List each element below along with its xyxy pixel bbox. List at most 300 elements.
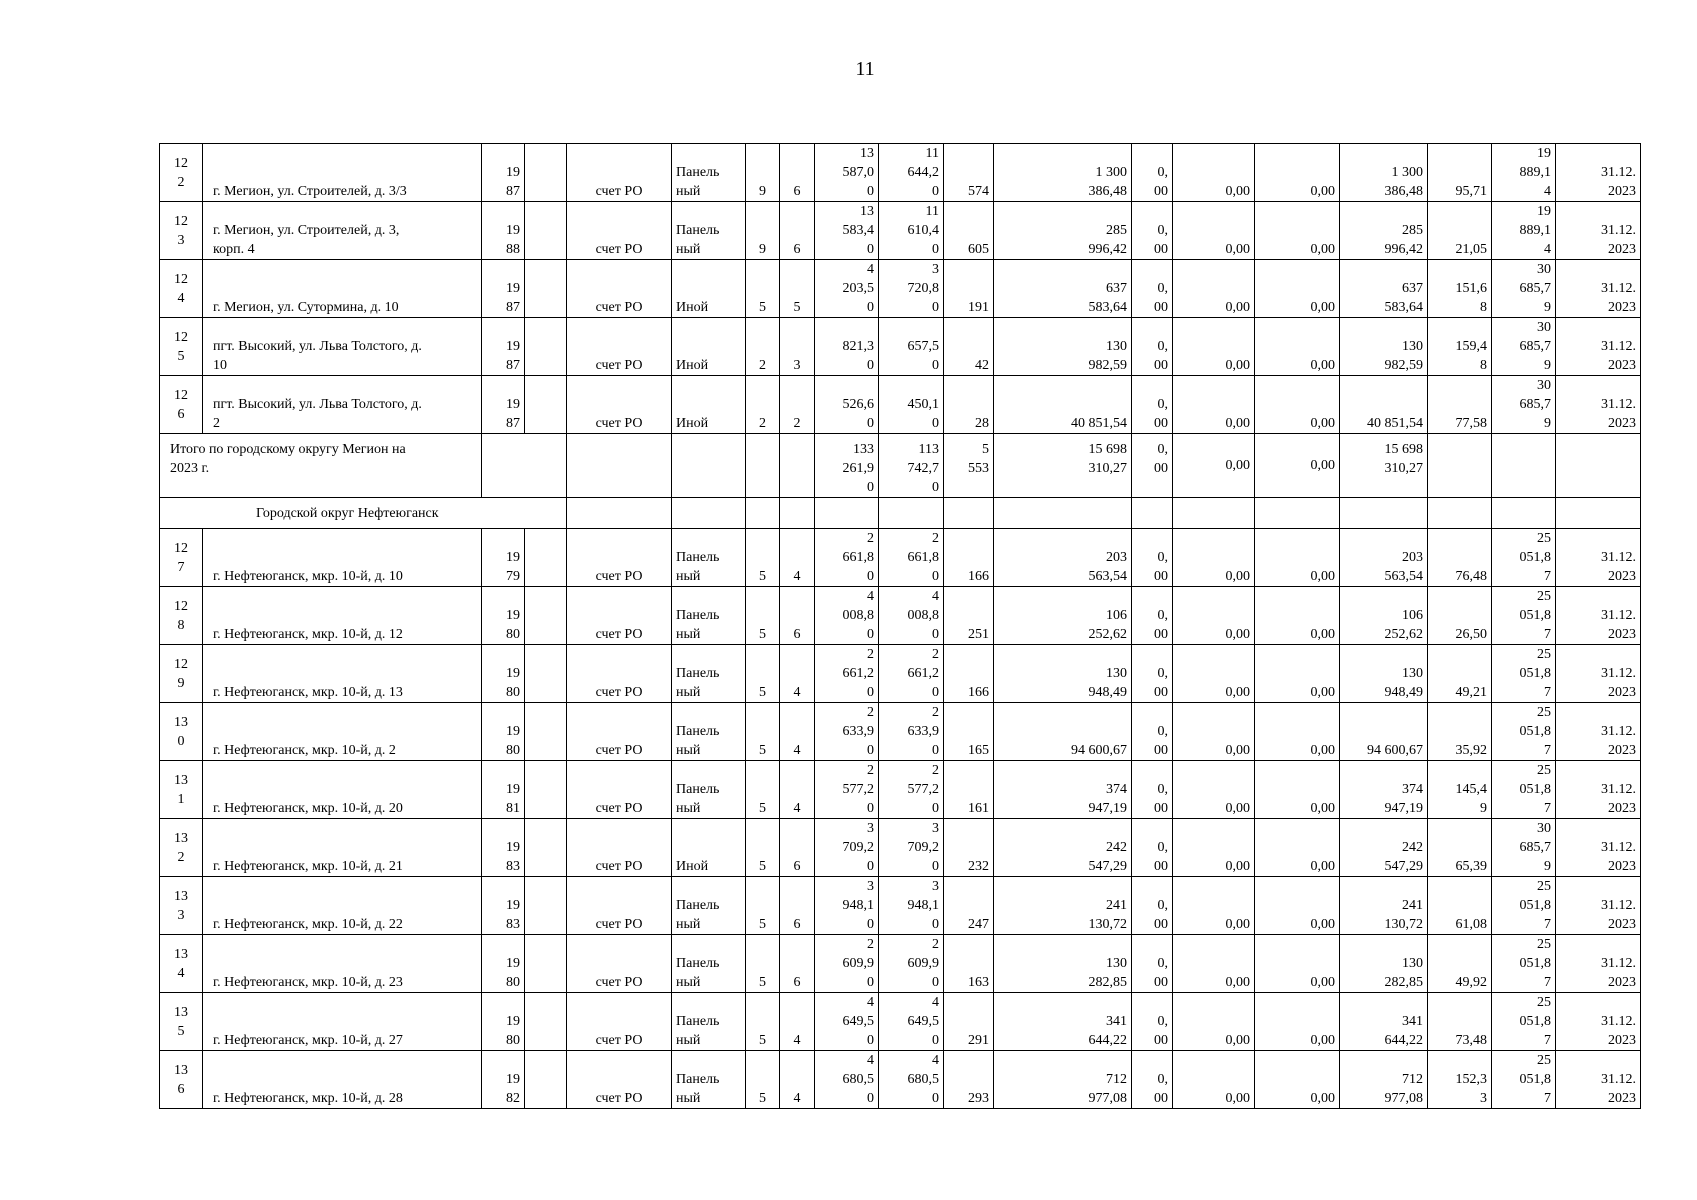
cell-total-area: 2 577,2 0 [815, 761, 879, 819]
cell-entrances: 4 [780, 1051, 815, 1109]
cell-fund-owners: 40 851,54 [1340, 376, 1428, 434]
cell-residents: 161 [944, 761, 994, 819]
cell-empty [525, 144, 567, 202]
cell-wall-material: Панель ный [672, 1051, 746, 1109]
cell-year: 19 87 [482, 144, 525, 202]
cell-limit-cost: 25 051,8 7 [1492, 935, 1556, 993]
cell-fund-budget2: 0,00 [1255, 376, 1340, 434]
cell-wall-material: Панель ный [672, 529, 746, 587]
cell-wall-material: Панель ный [672, 877, 746, 935]
cell-limit-cost: 25 051,8 7 [1492, 703, 1556, 761]
cell-total-area: 3 948,1 0 [815, 877, 879, 935]
cell-year: 19 82 [482, 1051, 525, 1109]
cell-wall-material: Панель ный [672, 587, 746, 645]
cell-empty [525, 1051, 567, 1109]
cell-living-area: 3 948,1 0 [879, 877, 944, 935]
cell-fund-budget1: 0,00 [1173, 529, 1255, 587]
cell-fund-owners: 341 644,22 [1340, 993, 1428, 1051]
cell-floors: 5 [746, 761, 780, 819]
subtotal-total-area: 133 261,9 0 [815, 434, 879, 498]
cell-row-number: 13 4 [160, 935, 203, 993]
section-header-row [160, 498, 1641, 529]
cell-row-number: 12 5 [160, 318, 203, 376]
cell-total-area: 13 583,4 0 [815, 202, 879, 260]
cell-fund-budget2: 0,00 [1255, 529, 1340, 587]
cell-fund-fss: 0, 00 [1132, 144, 1173, 202]
cell-cost-total: 94 600,67 [994, 703, 1132, 761]
cell-entrances: 6 [780, 819, 815, 877]
cell-residents: 166 [944, 645, 994, 703]
cell-floors: 5 [746, 1051, 780, 1109]
cell-total-area: 526,6 0 [815, 376, 879, 434]
cell-deadline: 31.12. 2023 [1556, 202, 1641, 260]
cell-total-area: 4 680,5 0 [815, 1051, 879, 1109]
table-row [160, 529, 1641, 587]
cell-empty [525, 202, 567, 260]
cell-fund-budget1: 0,00 [1173, 144, 1255, 202]
cell-deadline: 31.12. 2023 [1556, 703, 1641, 761]
cell-fund-fss: 0, 00 [1132, 703, 1173, 761]
cell-row-number: 13 6 [160, 1051, 203, 1109]
cell-cost-total: 1 300 386,48 [994, 144, 1132, 202]
subtotal-fund-budget1: 0,00 [1173, 434, 1255, 498]
table-row [160, 993, 1641, 1051]
cell-fund-owners: 637 583,64 [1340, 260, 1428, 318]
cell-year: 19 87 [482, 376, 525, 434]
cell-wall-material: Иной [672, 819, 746, 877]
cell-cost-total: 341 644,22 [994, 993, 1132, 1051]
cell-deadline: 31.12. 2023 [1556, 1051, 1641, 1109]
cell-total-area: 4 008,8 0 [815, 587, 879, 645]
page-number: 11 [855, 58, 875, 80]
cell-row-number: 12 3 [160, 202, 203, 260]
cell-fund-budget2: 0,00 [1255, 144, 1340, 202]
cell-cost-per-m2: 21,05 [1428, 202, 1492, 260]
cell-living-area: 2 577,2 0 [879, 761, 944, 819]
cell-residents: 166 [944, 529, 994, 587]
cell-empty [525, 877, 567, 935]
cell-entrances: 6 [780, 587, 815, 645]
cell-deadline: 31.12. 2023 [1556, 587, 1641, 645]
cell-fund-fss: 0, 00 [1132, 529, 1173, 587]
cell-residents: 28 [944, 376, 994, 434]
cell-entrances: 4 [780, 761, 815, 819]
cell-year: 19 87 [482, 318, 525, 376]
cell-entrances: 4 [780, 645, 815, 703]
cell-row-number: 13 5 [160, 993, 203, 1051]
subtotal-residents: 5 553 [944, 434, 994, 498]
cell-fund-owners: 374 947,19 [1340, 761, 1428, 819]
cell-wall-material: Иной [672, 376, 746, 434]
cell-wall-material: Иной [672, 318, 746, 376]
cell-fund-method: счет РО [567, 587, 672, 645]
cell-address: г. Нефтеюганск, мкр. 10-й, д. 23 [203, 935, 482, 993]
cell-cost-per-m2: 159,4 8 [1428, 318, 1492, 376]
cell-cost-total: 130 282,85 [994, 935, 1132, 993]
cell-fund-budget2: 0,00 [1255, 761, 1340, 819]
cell-fund-fss: 0, 00 [1132, 1051, 1173, 1109]
cell-living-area: 450,1 0 [879, 376, 944, 434]
cell-floors: 5 [746, 645, 780, 703]
cell-residents: 232 [944, 819, 994, 877]
cell-year: 19 83 [482, 877, 525, 935]
cell-fund-owners: 712 977,08 [1340, 1051, 1428, 1109]
cell-cost-total: 130 948,49 [994, 645, 1132, 703]
cell-row-number: 13 1 [160, 761, 203, 819]
cell-residents: 293 [944, 1051, 994, 1109]
cell-floors: 5 [746, 877, 780, 935]
cell-fund-owners: 241 130,72 [1340, 877, 1428, 935]
cell-residents: 251 [944, 587, 994, 645]
cell-floors: 5 [746, 587, 780, 645]
cell-residents: 42 [944, 318, 994, 376]
cell-limit-cost: 30 685,7 9 [1492, 376, 1556, 434]
cell-floors: 5 [746, 260, 780, 318]
cell-cost-total: 130 982,59 [994, 318, 1132, 376]
cell-fund-budget1: 0,00 [1173, 202, 1255, 260]
cell-address: г. Нефтеюганск, мкр. 10-й, д. 2 [203, 703, 482, 761]
cell-wall-material: Иной [672, 260, 746, 318]
cell-address: г. Мегион, ул. Строителей, д. 3/3 [203, 144, 482, 202]
subtotal-fund-owners: 15 698 310,27 [1340, 434, 1428, 498]
cell-fund-budget1: 0,00 [1173, 376, 1255, 434]
cell-cost-total: 203 563,54 [994, 529, 1132, 587]
cell-residents: 605 [944, 202, 994, 260]
cell-wall-material: Панель ный [672, 993, 746, 1051]
table-row [160, 260, 1641, 318]
cell-floors: 5 [746, 993, 780, 1051]
table-body-nefteyugansk [160, 529, 1641, 1109]
cell-cost-total: 712 977,08 [994, 1051, 1132, 1109]
cell-fund-owners: 285 996,42 [1340, 202, 1428, 260]
subtotal-label: Итого по городскому округу Мегион на 2023 г. [160, 434, 482, 498]
cell-cost-total: 106 252,62 [994, 587, 1132, 645]
cell-cost-total: 241 130,72 [994, 877, 1132, 935]
cell-residents: 574 [944, 144, 994, 202]
cell-limit-cost: 30 685,7 9 [1492, 318, 1556, 376]
cell-living-area: 4 008,8 0 [879, 587, 944, 645]
cell-cost-per-m2: 49,21 [1428, 645, 1492, 703]
subtotal-row [160, 434, 1641, 498]
cell-fund-owners: 203 563,54 [1340, 529, 1428, 587]
cell-fund-method: счет РО [567, 318, 672, 376]
cell-limit-cost: 25 051,8 7 [1492, 587, 1556, 645]
cell-fund-budget1: 0,00 [1173, 935, 1255, 993]
cell-fund-owners: 130 948,49 [1340, 645, 1428, 703]
cell-limit-cost: 25 051,8 7 [1492, 645, 1556, 703]
cell-entrances: 6 [780, 935, 815, 993]
cell-living-area: 3 720,8 0 [879, 260, 944, 318]
table-row [160, 144, 1641, 202]
cell-fund-budget2: 0,00 [1255, 318, 1340, 376]
cell-fund-budget2: 0,00 [1255, 260, 1340, 318]
cell-deadline: 31.12. 2023 [1556, 993, 1641, 1051]
cell-living-area: 4 649,5 0 [879, 993, 944, 1051]
cell-floors: 5 [746, 529, 780, 587]
cell-deadline: 31.12. 2023 [1556, 645, 1641, 703]
cell-fund-method: счет РО [567, 819, 672, 877]
cell-address: г. Мегион, ул. Сутормина, д. 10 [203, 260, 482, 318]
cell-cost-per-m2: 65,39 [1428, 819, 1492, 877]
cell-deadline: 31.12. 2023 [1556, 529, 1641, 587]
cell-living-area: 4 680,5 0 [879, 1051, 944, 1109]
cell-fund-method: счет РО [567, 935, 672, 993]
cell-address: г. Нефтеюганск, мкр. 10-й, д. 10 [203, 529, 482, 587]
cell-fund-fss: 0, 00 [1132, 587, 1173, 645]
cell-year: 19 83 [482, 819, 525, 877]
cell-limit-cost: 25 051,8 7 [1492, 529, 1556, 587]
cell-cost-per-m2: 95,71 [1428, 144, 1492, 202]
cell-fund-budget2: 0,00 [1255, 819, 1340, 877]
table-row [160, 587, 1641, 645]
cell-cost-per-m2: 77,58 [1428, 376, 1492, 434]
table-row [160, 202, 1641, 260]
table-row [160, 819, 1641, 877]
cell-fund-budget1: 0,00 [1173, 645, 1255, 703]
cell-limit-cost: 25 051,8 7 [1492, 993, 1556, 1051]
cell-living-area: 11 610,4 0 [879, 202, 944, 260]
cell-empty [525, 260, 567, 318]
cell-address: г. Нефтеюганск, мкр. 10-й, д. 21 [203, 819, 482, 877]
cell-empty [525, 703, 567, 761]
cell-address: г. Нефтеюганск, мкр. 10-й, д. 13 [203, 645, 482, 703]
cell-row-number: 12 9 [160, 645, 203, 703]
cell-total-area: 2 633,9 0 [815, 703, 879, 761]
cell-address: г. Нефтеюганск, мкр. 10-й, д. 28 [203, 1051, 482, 1109]
cell-fund-fss: 0, 00 [1132, 819, 1173, 877]
cell-fund-method: счет РО [567, 202, 672, 260]
cell-cost-total: 637 583,64 [994, 260, 1132, 318]
cell-fund-budget2: 0,00 [1255, 202, 1340, 260]
cell-fund-budget1: 0,00 [1173, 318, 1255, 376]
cell-living-area: 2 661,8 0 [879, 529, 944, 587]
cell-wall-material: Панель ный [672, 645, 746, 703]
cell-empty [525, 935, 567, 993]
cell-limit-cost: 25 051,8 7 [1492, 877, 1556, 935]
cell-year: 19 80 [482, 645, 525, 703]
cell-address: г. Нефтеюганск, мкр. 10-й, д. 27 [203, 993, 482, 1051]
cell-floors: 5 [746, 703, 780, 761]
cell-fund-budget1: 0,00 [1173, 761, 1255, 819]
cell-fund-budget2: 0,00 [1255, 645, 1340, 703]
cell-total-area: 821,3 0 [815, 318, 879, 376]
cell-cost-per-m2: 145,4 9 [1428, 761, 1492, 819]
repair-program-table [159, 143, 1641, 1109]
cell-fund-owners: 130 282,85 [1340, 935, 1428, 993]
table-row [160, 1051, 1641, 1109]
cell-fund-budget2: 0,00 [1255, 703, 1340, 761]
cell-cost-per-m2: 26,50 [1428, 587, 1492, 645]
subtotal-cost-total: 15 698 310,27 [994, 434, 1132, 498]
cell-cost-per-m2: 151,6 8 [1428, 260, 1492, 318]
cell-fund-fss: 0, 00 [1132, 935, 1173, 993]
cell-fund-budget1: 0,00 [1173, 819, 1255, 877]
cell-living-area: 2 609,9 0 [879, 935, 944, 993]
cell-cost-total: 40 851,54 [994, 376, 1132, 434]
cell-floors: 2 [746, 318, 780, 376]
cell-year: 19 80 [482, 587, 525, 645]
cell-living-area: 2 661,2 0 [879, 645, 944, 703]
cell-fund-fss: 0, 00 [1132, 260, 1173, 318]
cell-entrances: 6 [780, 877, 815, 935]
cell-row-number: 12 6 [160, 376, 203, 434]
cell-fund-method: счет РО [567, 529, 672, 587]
cell-wall-material: Панель ный [672, 761, 746, 819]
cell-entrances: 3 [780, 318, 815, 376]
cell-fund-method: счет РО [567, 877, 672, 935]
cell-cost-total: 242 547,29 [994, 819, 1132, 877]
cell-address: г. Мегион, ул. Строителей, д. 3, корп. 4 [203, 202, 482, 260]
cell-total-area: 13 587,0 0 [815, 144, 879, 202]
cell-empty [525, 318, 567, 376]
cell-row-number: 12 4 [160, 260, 203, 318]
cell-year: 19 80 [482, 703, 525, 761]
subtotal-fund-budget2: 0,00 [1255, 434, 1340, 498]
table-row [160, 703, 1641, 761]
cell-limit-cost: 30 685,7 9 [1492, 819, 1556, 877]
cell-address: пгт. Высокий, ул. Льва Толстого, д. 10 [203, 318, 482, 376]
cell-fund-fss: 0, 00 [1132, 376, 1173, 434]
cell-entrances: 5 [780, 260, 815, 318]
table-row [160, 877, 1641, 935]
cell-fund-owners: 242 547,29 [1340, 819, 1428, 877]
cell-empty [525, 645, 567, 703]
cell-empty [525, 761, 567, 819]
cell-row-number: 13 2 [160, 819, 203, 877]
cell-limit-cost: 30 685,7 9 [1492, 260, 1556, 318]
table-body-subtotal [160, 434, 1641, 529]
cell-fund-method: счет РО [567, 703, 672, 761]
cell-floors: 2 [746, 376, 780, 434]
cell-living-area: 3 709,2 0 [879, 819, 944, 877]
cell-fund-budget1: 0,00 [1173, 260, 1255, 318]
cell-fund-owners: 94 600,67 [1340, 703, 1428, 761]
cell-residents: 165 [944, 703, 994, 761]
cell-fund-fss: 0, 00 [1132, 761, 1173, 819]
cell-fund-budget1: 0,00 [1173, 703, 1255, 761]
cell-fund-budget2: 0,00 [1255, 935, 1340, 993]
cell-fund-budget2: 0,00 [1255, 993, 1340, 1051]
cell-fund-budget1: 0,00 [1173, 877, 1255, 935]
cell-total-area: 3 709,2 0 [815, 819, 879, 877]
cell-cost-per-m2: 152,3 3 [1428, 1051, 1492, 1109]
cell-cost-per-m2: 35,92 [1428, 703, 1492, 761]
cell-limit-cost: 25 051,8 7 [1492, 1051, 1556, 1109]
table-body-megion [160, 144, 1641, 434]
cell-living-area: 2 633,9 0 [879, 703, 944, 761]
cell-fund-fss: 0, 00 [1132, 993, 1173, 1051]
cell-year: 19 81 [482, 761, 525, 819]
cell-cost-total: 374 947,19 [994, 761, 1132, 819]
cell-row-number: 12 8 [160, 587, 203, 645]
cell-entrances: 6 [780, 144, 815, 202]
cell-residents: 291 [944, 993, 994, 1051]
cell-empty [525, 819, 567, 877]
section-title: Городской округ Нефтеюганск [160, 498, 567, 529]
subtotal-fund-fss: 0, 00 [1132, 434, 1173, 498]
cell-fund-method: счет РО [567, 260, 672, 318]
cell-fund-method: счет РО [567, 645, 672, 703]
cell-fund-budget2: 0,00 [1255, 1051, 1340, 1109]
cell-total-area: 2 609,9 0 [815, 935, 879, 993]
table-row [160, 318, 1641, 376]
cell-total-area: 4 203,5 0 [815, 260, 879, 318]
cell-floors: 5 [746, 819, 780, 877]
cell-wall-material: Панель ный [672, 202, 746, 260]
cell-address: г. Нефтеюганск, мкр. 10-й, д. 12 [203, 587, 482, 645]
subtotal-living-area: 113 742,7 0 [879, 434, 944, 498]
cell-residents: 191 [944, 260, 994, 318]
cell-cost-per-m2: 73,48 [1428, 993, 1492, 1051]
cell-year: 19 80 [482, 993, 525, 1051]
cell-total-area: 4 649,5 0 [815, 993, 879, 1051]
cell-deadline: 31.12. 2023 [1556, 144, 1641, 202]
cell-row-number: 13 3 [160, 877, 203, 935]
cell-year: 19 88 [482, 202, 525, 260]
cell-empty [525, 376, 567, 434]
cell-fund-owners: 1 300 386,48 [1340, 144, 1428, 202]
cell-deadline: 31.12. 2023 [1556, 819, 1641, 877]
cell-fund-fss: 0, 00 [1132, 202, 1173, 260]
cell-floors: 9 [746, 202, 780, 260]
cell-wall-material: Панель ный [672, 703, 746, 761]
cell-fund-method: счет РО [567, 1051, 672, 1109]
table-row [160, 645, 1641, 703]
cell-year: 19 87 [482, 260, 525, 318]
table-row [160, 376, 1641, 434]
cell-floors: 9 [746, 144, 780, 202]
cell-living-area: 11 644,2 0 [879, 144, 944, 202]
cell-fund-budget1: 0,00 [1173, 587, 1255, 645]
cell-year: 19 80 [482, 935, 525, 993]
cell-address: г. Нефтеюганск, мкр. 10-й, д. 22 [203, 877, 482, 935]
cell-deadline: 31.12. 2023 [1556, 761, 1641, 819]
cell-deadline: 31.12. 2023 [1556, 935, 1641, 993]
cell-limit-cost: 25 051,8 7 [1492, 761, 1556, 819]
cell-cost-per-m2: 61,08 [1428, 877, 1492, 935]
cell-fund-method: счет РО [567, 144, 672, 202]
cell-empty [525, 529, 567, 587]
cell-fund-fss: 0, 00 [1132, 877, 1173, 935]
cell-empty [525, 993, 567, 1051]
cell-limit-cost: 19 889,1 4 [1492, 202, 1556, 260]
cell-row-number: 12 7 [160, 529, 203, 587]
cell-residents: 247 [944, 877, 994, 935]
cell-fund-budget1: 0,00 [1173, 993, 1255, 1051]
cell-entrances: 4 [780, 703, 815, 761]
table-row [160, 935, 1641, 993]
cell-cost-per-m2: 49,92 [1428, 935, 1492, 993]
cell-fund-method: счет РО [567, 376, 672, 434]
cell-fund-budget2: 0,00 [1255, 877, 1340, 935]
cell-row-number: 13 0 [160, 703, 203, 761]
cell-entrances: 4 [780, 529, 815, 587]
cell-wall-material: Панель ный [672, 144, 746, 202]
cell-fund-owners: 130 982,59 [1340, 318, 1428, 376]
cell-cost-total: 285 996,42 [994, 202, 1132, 260]
cell-fund-fss: 0, 00 [1132, 645, 1173, 703]
cell-total-area: 2 661,2 0 [815, 645, 879, 703]
cell-deadline: 31.12. 2023 [1556, 318, 1641, 376]
cell-fund-owners: 106 252,62 [1340, 587, 1428, 645]
cell-limit-cost: 19 889,1 4 [1492, 144, 1556, 202]
cell-total-area: 2 661,8 0 [815, 529, 879, 587]
cell-entrances: 2 [780, 376, 815, 434]
cell-fund-method: счет РО [567, 761, 672, 819]
cell-address: г. Нефтеюганск, мкр. 10-й, д. 20 [203, 761, 482, 819]
cell-fund-budget2: 0,00 [1255, 587, 1340, 645]
cell-fund-budget1: 0,00 [1173, 1051, 1255, 1109]
